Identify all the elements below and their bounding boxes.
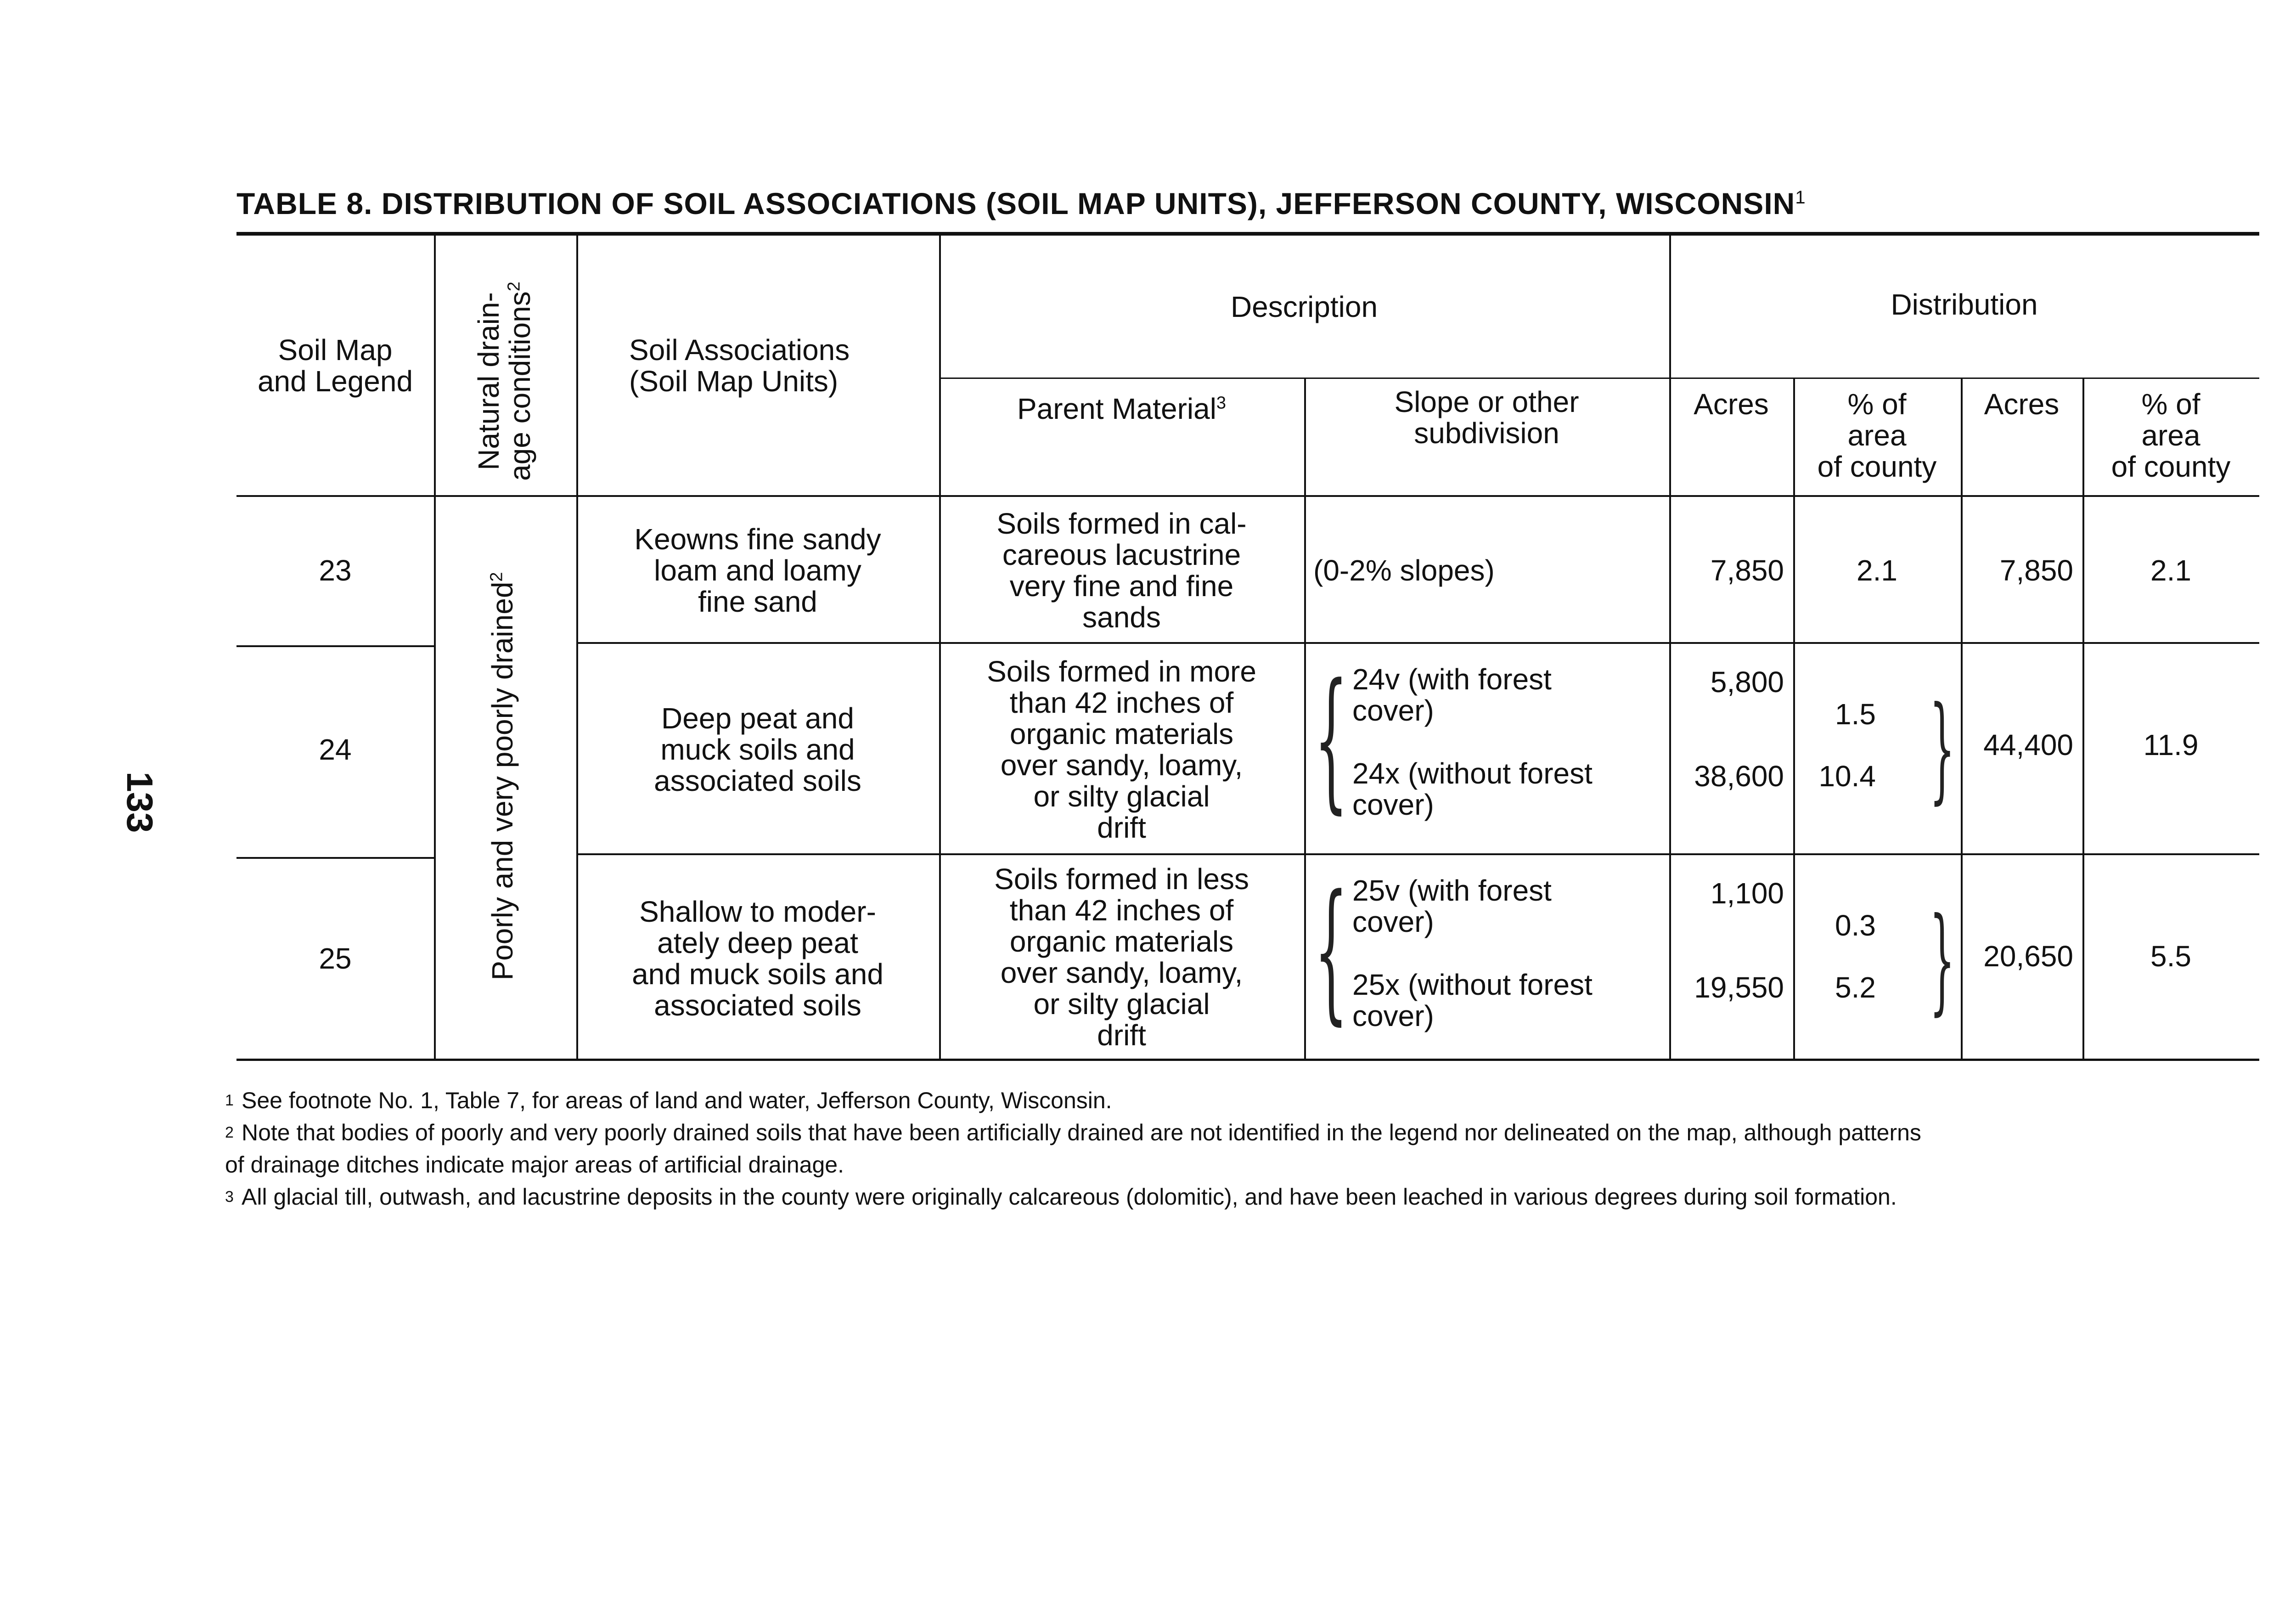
title-footnote-marker: 1 [1795,187,1806,208]
row-24-pct-brace: { [1929,682,1955,815]
header-acres-1: Acres [1694,388,1769,421]
footnote-3-number: 3 [225,1188,234,1206]
row-25-legend: 25 [319,941,352,975]
header-acres-2: Acres [1984,388,2060,421]
row-24-legend: 24 [319,733,352,766]
header-parent-material-label: Parent Material [1017,392,1216,425]
row-23-legend: 23 [319,554,352,587]
row-25-total-acres: 20,650 [1983,940,2073,973]
drainage-footnote-marker: 2 [504,282,524,292]
drainage-value-footnote-marker: 2 [487,572,506,582]
row-24-pct-v: 1.5 [1835,698,1876,731]
table-title-text: TABLE 8. DISTRIBUTION OF SOIL ASSOCIATIONS (SOIL MAP UNITS), JEFFERSON COUNTY, WISCONSIN [236,186,1795,220]
row-25-slope-v: 25v (with forest cover) [1352,874,1552,938]
row-25-slope-brace: { [1314,863,1348,1039]
row-24-parent: Soils formed in more than 42 inches of organic materials over sandy, loamy, or silty glacial drift [987,655,1256,844]
row-25-slope-x: 25x (without forest cover) [1352,968,1593,1032]
vrule-1 [434,236,436,1059]
footnote-2 [225,1116,2264,1149]
row-24-total-pct: 11.9 [2143,728,2199,761]
row-25-pct-v: 0.3 [1835,909,1876,942]
header-slope: Slope or other subdivision [1394,385,1579,450]
row-24-pct-x: 10.4 [1818,760,1876,793]
row-25-parent: Soils formed in less than 42 inches of organic materials over sandy, loamy, or silty glacial drift [994,862,1249,1052]
row-24-acres-v: 5,800 [1710,665,1784,699]
header-pct-1: % of area of county [1817,387,1937,483]
header-soil-associations: Soil Associations (Soil Map Units) [629,333,850,398]
row-23-association: Keowns fine sandy loam and loamy fine sand [634,523,881,618]
footnote-3-text: All glacial till, outwash, and lacustrine deposits in the county were originally calcareous (dolomitic), and have been leached in various degrees during soil formation. [242,1184,1897,1210]
row-23-total-pct: 2.1 [2150,554,2191,587]
footnote-2-continuation: of drainage ditches indicate major areas of artificial drainage. [225,1152,844,1178]
footnote-1-text: See footnote No. 1, Table 7, for areas of land and water, Jefferson County, Wisconsin. [242,1088,1112,1113]
header-drainage-line2-text: age conditions [503,291,536,481]
header-distribution: Distribution [1891,288,2038,321]
header-soil-map: Soil Map and Legend [257,333,413,398]
parent-material-footnote-marker: 3 [1216,393,1227,413]
page-number: 133 [119,772,160,833]
header-pct-2: % of area of county [2111,387,2231,483]
bottom-rule [236,1059,2259,1061]
row-25-total-pct: 5.5 [2150,940,2191,973]
footnote-1 [225,1084,2264,1117]
row-23-total-acres: 7,850 [1999,554,2073,587]
row-25-acres-x: 19,550 [1694,971,1784,1004]
row-24-total-acres: 44,400 [1983,728,2073,761]
row-25-pct-x: 5.2 [1835,971,1876,1004]
top-rule [236,232,2259,236]
header-parent-material-text [1017,393,1226,424]
header-description: Description [1230,290,1378,323]
footnote-1-number: 1 [225,1092,234,1109]
row-23-parent: Soils formed in cal- careous lacustrine very fine and fine sands [996,507,1247,634]
row-25-pct-brace: { [1929,893,1955,1026]
row-24-acres-x: 38,600 [1694,760,1784,793]
footnote-2-number: 2 [225,1124,234,1141]
header-parent-material [939,379,1304,439]
footnote-2-text: Note that bodies of poorly and very poorly drained soils that have been artificially drained are not identified in the legend nor delineated on the map, although patterns [242,1120,1921,1145]
row-24-slope-v: 24v (with forest cover) [1352,663,1552,727]
row-23-pct: 2.1 [1857,554,1897,587]
row-24-slope-x: 24x (without forest cover) [1352,757,1593,821]
footnote-3 [225,1180,2264,1213]
table-title [236,186,1806,221]
row-25-acres-v: 1,100 [1710,877,1784,910]
row-24-slope-brace: { [1314,651,1348,828]
header-drainage-line1: Natural drain- [472,292,505,470]
row-25-association: Shallow to moder- ately deep peat and muck soils and associated soils [632,895,884,1022]
drainage-value [487,432,523,1121]
vrule-4 [1304,379,1306,1059]
drainage-value-text: Poorly and very poorly drained [486,581,519,981]
row-24-association: Deep peat and muck soils and associated soils [654,702,861,797]
row-23-acres: 7,850 [1710,554,1784,587]
row-23-slope: (0-2% slopes) [1313,554,1495,587]
